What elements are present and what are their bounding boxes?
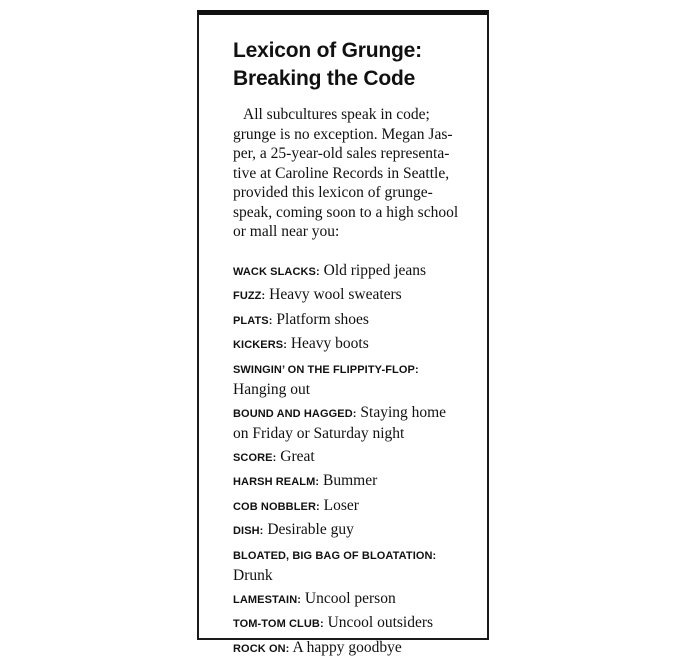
lexicon-definition: Uncool outsiders bbox=[328, 614, 433, 631]
lexicon-definition: Great bbox=[280, 448, 314, 465]
sidebar-title-line-1: Lexicon of Grunge: bbox=[233, 37, 467, 65]
lexicon-term: KICKERS: bbox=[233, 339, 287, 351]
lexicon-term: PLATS: bbox=[233, 315, 273, 327]
lexicon-entry-dish bbox=[233, 520, 467, 542]
lexicon-sidebar-box bbox=[197, 10, 489, 640]
sidebar-title bbox=[233, 37, 467, 93]
lexicon-definition: A happy goodbye bbox=[292, 639, 401, 656]
lexicon-definition: Uncool person bbox=[305, 590, 396, 607]
lexicon-entry-bloated bbox=[233, 545, 467, 586]
lexicon-term: SCORE: bbox=[233, 452, 276, 464]
lexicon-term: BLOATED, BIG BAG OF BLOATATION: bbox=[233, 550, 436, 562]
lexicon-entry-bound-and-hagged bbox=[233, 403, 467, 444]
lexicon-definition: Platform shoes bbox=[276, 311, 369, 328]
lexicon-definition: Desirable guy bbox=[267, 521, 354, 538]
lexicon-entry-kickers bbox=[233, 334, 467, 356]
lexicon-term: LAMESTAIN: bbox=[233, 594, 301, 606]
lexicon-term: DISH: bbox=[233, 525, 263, 537]
lexicon-entry-wack-slacks bbox=[233, 261, 467, 283]
lexicon-entry-swingin-on-the-flippity-flop bbox=[233, 359, 467, 400]
lexicon-term: HARSH REALM: bbox=[233, 476, 319, 488]
lexicon-definition: Bummer bbox=[323, 472, 377, 489]
lexicon-term: SWINGIN’ ON THE FLIPPITY-FLOP: bbox=[233, 364, 419, 376]
lexicon-entry-plats bbox=[233, 310, 467, 332]
lexicon-entry-harsh-realm bbox=[233, 471, 467, 493]
lexicon-definition: Old ripped jeans bbox=[324, 262, 426, 279]
lexicon-entry-lamestain bbox=[233, 589, 467, 611]
sidebar-intro-paragraph: All subcultures speak in code; grunge is no exception. Megan Jas- per, a 25-year-old sales representa- tive at Caroline Records in Seattle, provided this lexicon of grunge- speak, coming soon to a high school or mall near you: bbox=[233, 105, 467, 242]
lexicon-list bbox=[233, 261, 467, 659]
lexicon-entry-score bbox=[233, 447, 467, 469]
lexicon-term: BOUND AND HAGGED: bbox=[233, 408, 357, 420]
lexicon-term: FUZZ: bbox=[233, 290, 265, 302]
lexicon-entry-tom-tom-club bbox=[233, 613, 467, 635]
lexicon-definition: Drunk bbox=[233, 567, 273, 584]
sidebar-title-line-2: Breaking the Code bbox=[233, 65, 467, 93]
lexicon-term: COB NOBBLER: bbox=[233, 501, 320, 513]
lexicon-definition: Heavy boots bbox=[291, 335, 369, 352]
lexicon-entry-cob-nobbler bbox=[233, 496, 467, 518]
lexicon-definition: Loser bbox=[324, 497, 359, 514]
lexicon-term: WACK SLACKS: bbox=[233, 266, 320, 278]
lexicon-term: ROCK ON: bbox=[233, 643, 289, 655]
lexicon-term: TOM-TOM CLUB: bbox=[233, 618, 324, 630]
lexicon-definition: Heavy wool sweaters bbox=[269, 286, 402, 303]
lexicon-definition: Staying home on Friday or Saturday night bbox=[233, 404, 446, 443]
lexicon-entry-fuzz bbox=[233, 285, 467, 307]
lexicon-definition: Hanging out bbox=[233, 381, 310, 398]
